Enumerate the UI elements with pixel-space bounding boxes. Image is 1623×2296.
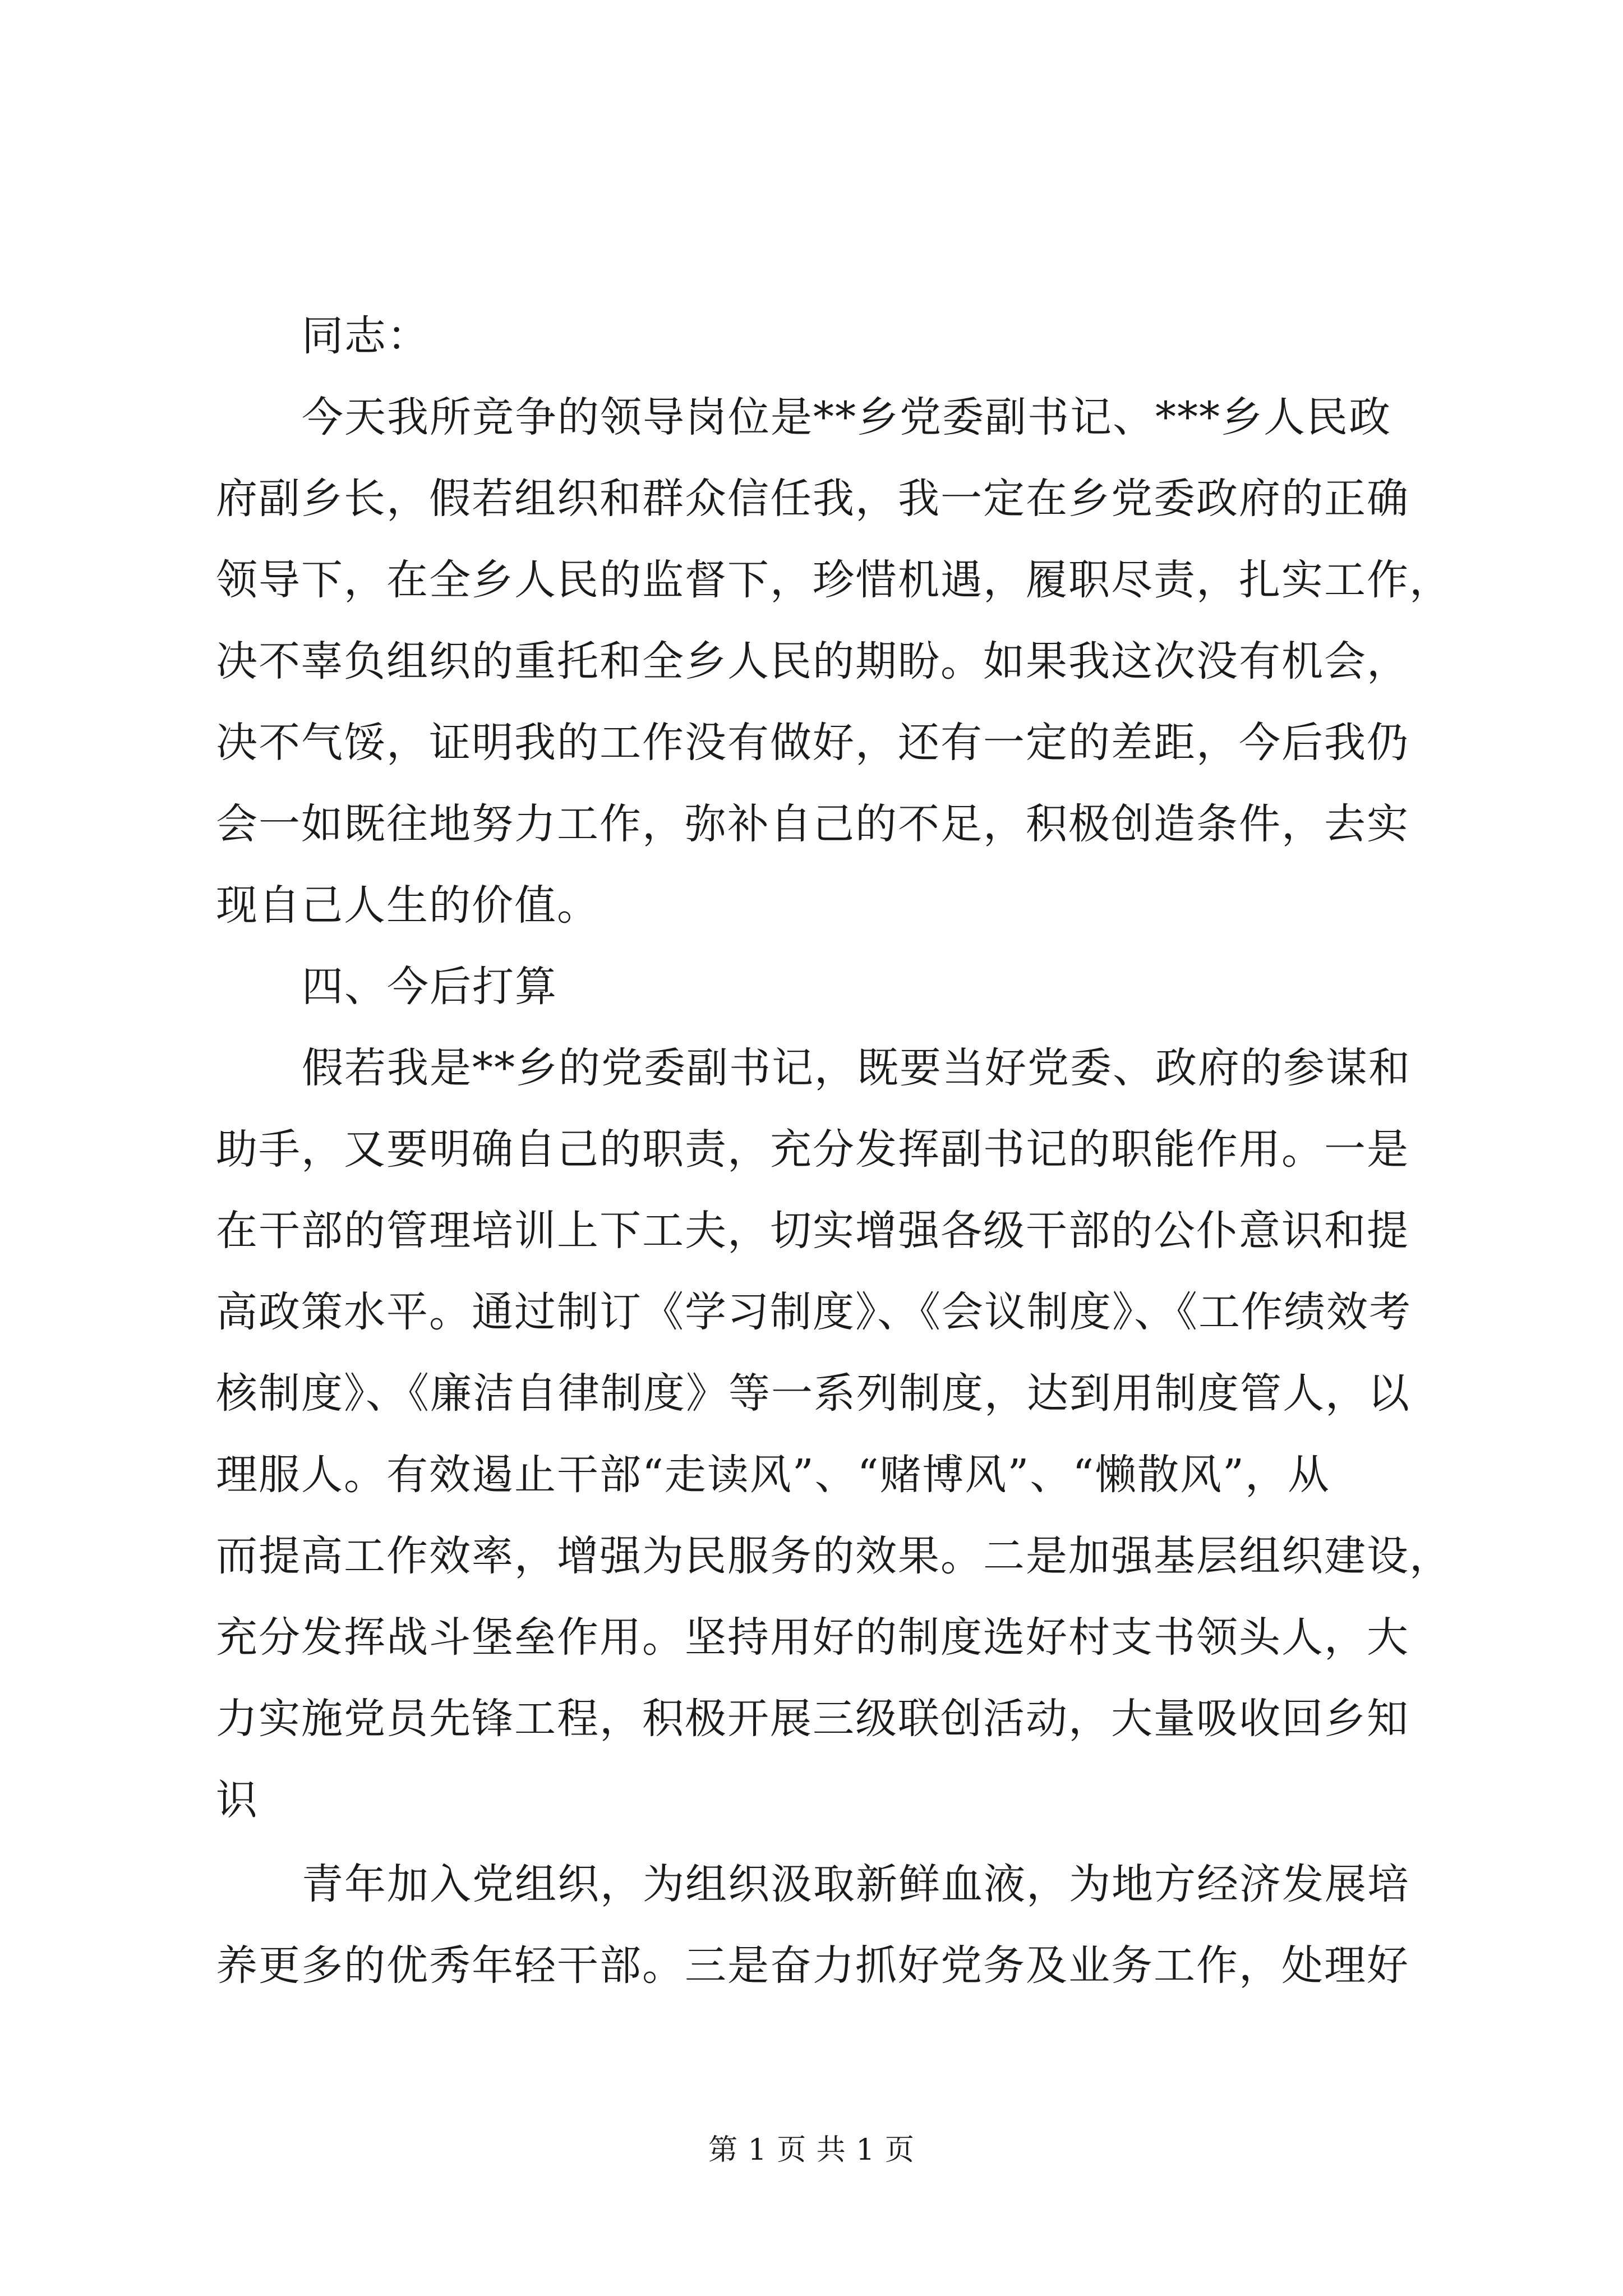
paragraph-line: 核制度》、《廉洁自律制度》等一系列制度，达到用制度管人，以 [216, 1369, 1410, 1418]
paragraph-line: 助手，又要明确自己的职责，充分发挥副书记的职能作用。一是 [216, 1125, 1409, 1174]
paragraph-line: 充分发挥战斗堡垒作用。坚持用好的制度选好村支书领头人，大 [216, 1613, 1409, 1662]
paragraph-line: 府副乡长，假若组织和群众信任我，我一定在乡党委政府的正确 [216, 475, 1409, 523]
paragraph-line: 力实施党员先锋工程，积极开展三级联创活动，大量吸收回乡知 [216, 1695, 1409, 1743]
paragraph-line: 青年加入党组织，为组织汲取新鲜血液，为地方经济发展培 [302, 1860, 1410, 1908]
paragraph-line: 养更多的优秀年轻干部。三是奋力抓好党务及业务工作，处理好 [216, 1941, 1409, 1990]
paragraph-line: 现自己人生的价值。 [216, 881, 600, 930]
paragraph-line: 决不辜负组织的重托和全乡人民的期盼。如果我这次没有机会， [216, 637, 1409, 685]
paragraph-line: 会一如既往地努力工作，弥补自己的不足，积极创造条件，去实 [216, 800, 1409, 848]
paragraph-line: 假若我是**乡的党委副书记，既要当好党委、政府的参谋和 [302, 1044, 1411, 1092]
paragraph-line: 识 [216, 1776, 259, 1824]
paragraph-line: 领导下，在全乡人民的监督下，珍惜机遇，履职尽责，扎实工作， [216, 556, 1452, 604]
paragraph-line: 决不气馁，证明我的工作没有做好，还有一定的差距，今后我仍 [216, 719, 1409, 767]
paragraph-line: 而提高工作效率，增强为民服务的效果。二是加强基层组织建设， [216, 1532, 1452, 1580]
paragraph-line: 在干部的管理培训上下工夫，切实增强各级干部的公仆意识和提 [216, 1207, 1409, 1255]
page-number-footer: 第 1 页 共 1 页 [708, 2133, 915, 2167]
salutation-line: 同志： [302, 312, 430, 360]
paragraph-line: 今天我所竞争的领导岗位是**乡党委副书记、***乡人民政 [302, 393, 1391, 441]
section-heading: 四、今后打算 [302, 963, 557, 1011]
paragraph-line: 高政策水平。通过制订《学习制度》、《会议制度》、《工作绩效考 [216, 1288, 1412, 1336]
paragraph-line: 理服人。有效遏止干部“走读风”、“赌博风”、“懒散风”，从 [216, 1451, 1330, 1499]
